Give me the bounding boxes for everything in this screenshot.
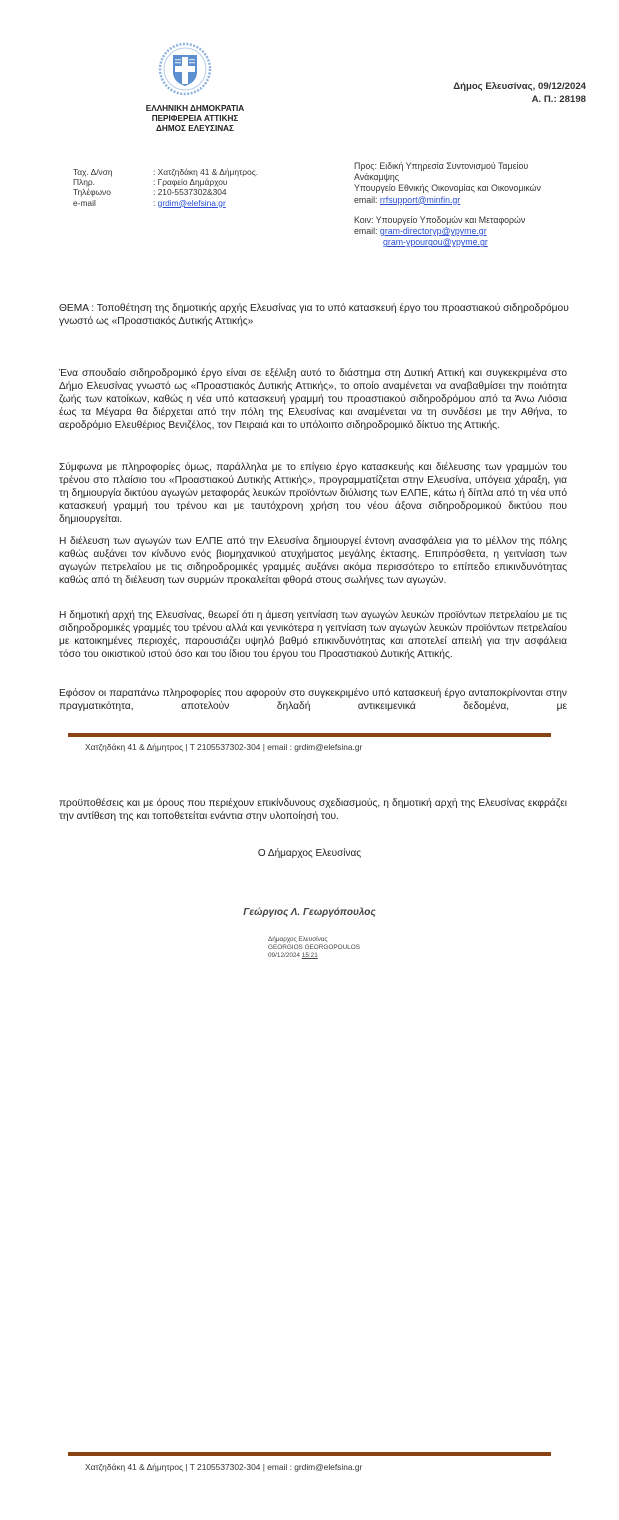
- body-paragraph-1: Ένα σπουδαίο σιδηροδρομικό έργο είναι σε εξέλιξη αυτό το διάστημα στη Δυτική Αττική και συγκεκριμένα στο Δήμο Ελευσίνας γνωστό ως «Προαστιακός Δυτικής Αττικής», το οποίο αναμένεται να αναβαθμίσει την ποιότητα ζωής των κατοίκων, καθώς η νέα υπό κατασκευή γραμμή του προαστιακού σιδηροδρόμου από τα Άνω Λιόσια έως τα Μέγαρα θα διέρχεται από την πόλη της Ελευσίνας και αναμένεται να τη συνδέσει με την Αθήνα, το αεροδρόμιο Ελευθέριος Βενιζέλος, τον Πειραιά και το υπόλοιπο σιδηροδρομικό δίκτυο της Αττικής.: [59, 368, 567, 432]
- cc-line: Κοιν: Υπουργείο Υποδομών και Μεταφορών: [354, 214, 526, 225]
- org-line-region: ΠΕΡΙΦΕΡΕΙΑ ΑΤΤΙΚΗΣ: [151, 114, 239, 123]
- cc-email-label: email:: [354, 226, 380, 237]
- to-email-row: [354, 195, 604, 206]
- body-paragraph-3: Η διέλευση των αγωγών των ΕΛΠΕ από την Ελευσίνα δημιουργεί έντονη ανασφάλεια για το μέλλον της πόλης καθώς αυξάνει τον κίνδυνο ενός βιομηχανικού ατυχήματος μεγάλης έκτασης. Επιπρόσθετα, η γειτνίαση των αγωγών πετρελαίου με τις σιδηροδρομικές γραμμές αυξάνει ακόμα περισσότερο το επίπεδο επικινδυνότητας καθώς από τη διέλευση των συρμών προκαλείται φθορά στους σωλήνες των αγωγών.: [59, 536, 567, 587]
- cc-email-row: [354, 226, 604, 237]
- org-line-municipality: ΔΗΜΟΣ ΕΛΕΥΣΙΝΑΣ: [156, 124, 234, 133]
- digital-signature-datetime: [268, 952, 360, 960]
- greek-coat-of-arms-icon: [158, 42, 212, 96]
- digital-signature-name: GEORGIOS GEORGOPOULOS: [268, 944, 360, 951]
- digital-signature-stamp: [268, 936, 360, 960]
- page-footer: Χατζηδάκη 41 & Δήμητρος | Τ 2105537302-304 | email : grdim@elefsina.gr: [85, 742, 363, 752]
- address-label: Ταχ. Δ/νση: [73, 167, 113, 177]
- sender-details: [73, 167, 258, 208]
- cc-email-link-1[interactable]: gram-directoryp@ypyme.gr: [379, 226, 487, 237]
- protocol-number: Α. Π.: 28198: [531, 94, 586, 105]
- info-value: : Γραφείο Δημάρχου: [153, 177, 228, 188]
- footer-divider: [68, 733, 551, 737]
- cc-email-link-2[interactable]: gram-ypourgou@ypyme.gr: [383, 237, 488, 248]
- cc-email-row-2: [354, 237, 604, 248]
- sender-row-email: [73, 198, 258, 208]
- recipients-block: [354, 161, 604, 248]
- body-paragraph-2: Σύμφωνα με πληροφορίες όμως, παράλληλα με το επίγειο έργο κατασκευής και διέλευσης των γραμμών του τρένου στο πλαίσιο του «Προαστιακού Δυτικής Αττικής», προγραμματίζεται στην Ελευσίνα, υπόγεια χάραξη, για τη δημιουργία δικτύου αγωγών μεταφοράς λευκών προϊόντων διύλισης των ΕΛΠΕ, κάτω ή δίπλα από τη νέα υπό κατασκευή γραμμή του τρένου και με ταυτόχρονη χρήση του νέου άξονα σιδηροδρομικού δικτύου που δημιουργείται.: [59, 462, 567, 526]
- phone-value: : 210-5537302&304: [153, 187, 227, 198]
- page-footer-page-2: Χατζηδάκη 41 & Δήμητρος | Τ 2105537302-304 | email : grdim@elefsina.gr: [85, 1462, 363, 1472]
- to-line-2: Ανάκαμψης: [354, 172, 400, 183]
- email-label: e-mail: [73, 197, 96, 208]
- place-date: Δήμος Ελευσίνας, 09/12/2024: [453, 81, 586, 92]
- body-paragraph-6: προϋποθέσεις και με όρους που περιέχουν επικίνδυνους σχεδιασμούς, η δημοτική αρχή της Ελευσίνας εκφράζει την αντίθεση της και τοποθετείται ενάντια στην υλοποίησή του.: [59, 798, 567, 823]
- to-line-1: Προς: Ειδική Υπηρεσία Συντονισμού Ταμείου: [354, 161, 529, 171]
- digital-signature-role: Δήμαρχος Ελευσίνας: [268, 936, 328, 943]
- to-email-label: email:: [354, 194, 380, 205]
- to-line-3: Υπουργείο Εθνικής Οικονομίας και Οικονομικών: [354, 183, 541, 194]
- signatory-name: Γεώργιος Λ. Γεωργόπουλος: [243, 907, 376, 918]
- sender-row-phone: [73, 187, 258, 197]
- signatory-title: Ο Δήμαρχος Ελευσίνας: [257, 848, 362, 859]
- body-paragraph-5: Εφόσον οι παραπάνω πληροφορίες που αφορούν στο συγκεκριμένο υπό κατασκευή έργο ανταποκρίνονται στην πραγματικότητα, αποτελούν δηλαδή αντικειμενικά δεδομένα, με: [59, 688, 567, 713]
- phone-label: Τηλέφωνο: [73, 187, 111, 198]
- to-email-link[interactable]: rrfsupport@minfin.gr: [379, 194, 461, 205]
- sender-row-info: [73, 177, 258, 187]
- body-paragraph-4: Η δημοτική αρχή της Ελευσίνας, θεωρεί ότι η άμεση γειτνίαση των αγωγών λευκών προϊόντων πετρελαίου με τις σιδηροδρομικές γραμμές του τρένου αλλά και γενικότερα η γειτνίαση των αγωγών λευκών προϊόντων πετρελαίου με κατοικημένες περιοχές, παρουσιάζει υψηλό βαθμό επικινδυνότητας και αποτελεί απειλή για την ασφάλεια τόσο του οικιστικού ιστού όσο και του ίδιου του έργου του Προαστιακού Δυτικής Αττικής.: [59, 610, 567, 661]
- date-protocol-block: [453, 80, 586, 106]
- sender-email-link[interactable]: grdim@elefsina.gr: [157, 197, 226, 208]
- organization-header: [120, 104, 270, 134]
- digital-signature-date: 09/12/2024: [268, 952, 300, 959]
- info-label: Πληρ.: [73, 177, 95, 188]
- subject-line: ΘΕΜΑ : Τοποθέτηση της δημοτικής αρχής Ελευσίνας για το υπό κατασκευή έργο του προαστιακού σιδηροδρόμου γνωστό ως «Προαστιακός Δυτικής Αττικής»: [59, 303, 569, 327]
- digital-signature-time: 15:21: [301, 952, 318, 959]
- address-value: : Χατζηδάκη 41 & Δήμητρος.: [153, 167, 259, 177]
- org-line-country: ΕΛΛΗΝΙΚΗ ΔΗΜΟΚΡΑΤΙΑ: [145, 104, 245, 113]
- sender-row-address: [73, 167, 258, 177]
- email-prefix: :: [153, 197, 158, 208]
- footer-divider-page-2: [68, 1452, 551, 1456]
